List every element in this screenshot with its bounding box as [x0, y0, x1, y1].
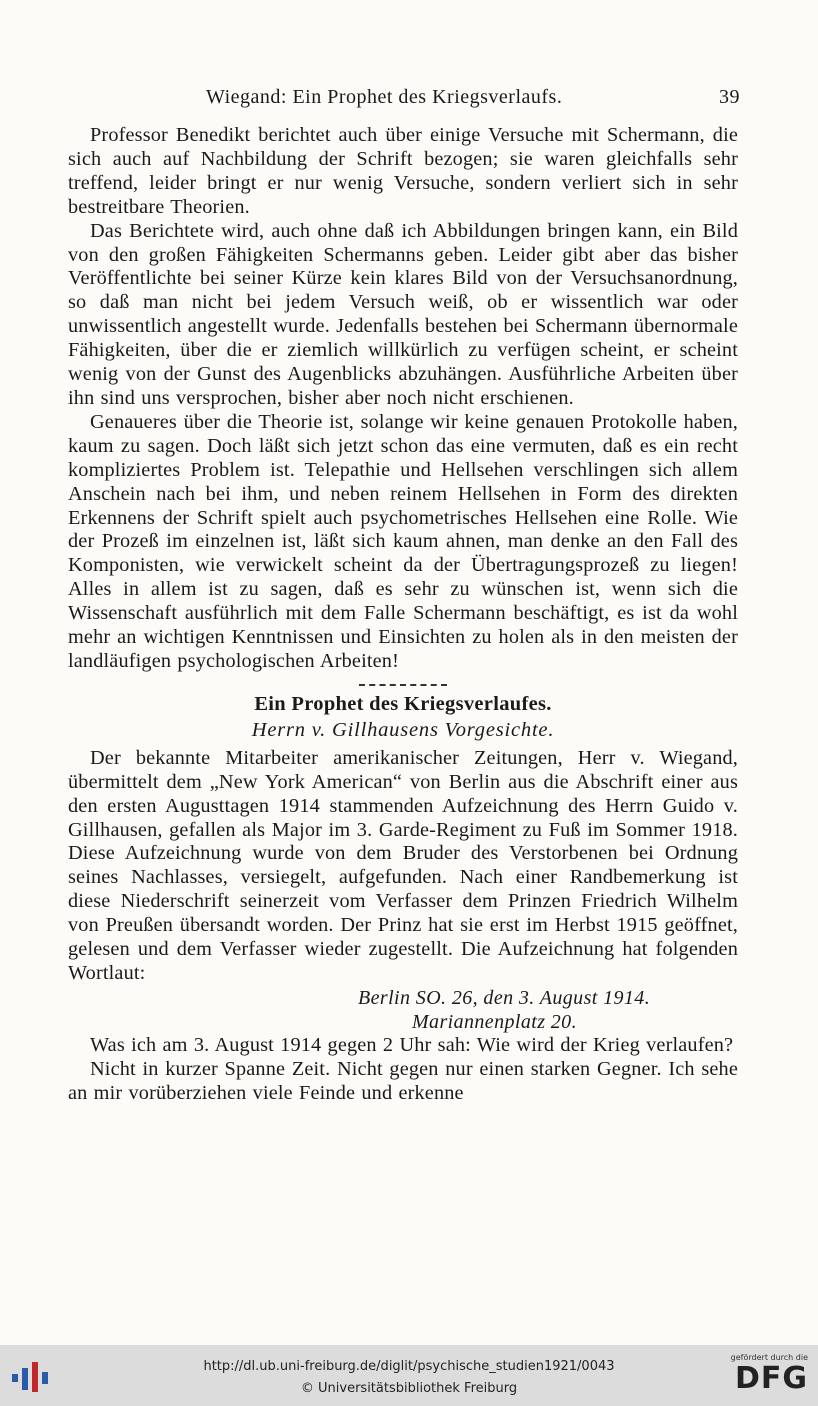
article-heading: Ein Prophet des Kriegsverlaufes.: [254, 692, 552, 715]
article-subheading: Herrn v. Gillhausens Vorgesichte.: [251, 718, 555, 741]
dfg-logo-text: DFG: [734, 1361, 808, 1396]
running-head-title: Wiegand: Ein Prophet des Kriegsverlaufs.: [206, 86, 563, 108]
paragraph: Nicht in kurzer Spanne Zeit. Nicht gegen nur einen starken Gegner. Ich sehe an mir vorüberziehen viele Feinde und erkenne: [68, 1057, 738, 1104]
funding-caption: gefördert durch die: [730, 1353, 808, 1362]
viewer-footer: [0, 1345, 818, 1406]
section-divider: [359, 684, 447, 686]
paragraph: Was ich am 3. August 1914 gegen 2 Uhr sah: Wie wird der Krieg verlaufen?: [90, 1033, 734, 1056]
dateline: Berlin SO. 26, den 3. August 1914.: [358, 986, 651, 1009]
dfg-logo: [720, 1353, 808, 1401]
copyright-notice: © Universitätsbibliothek Freiburg: [300, 1381, 518, 1396]
permalink-url[interactable]: http://dl.ub.uni-freiburg.de/diglit/psychische_studien1921/0043: [203, 1359, 615, 1374]
dateline-address: Mariannenplatz 20.: [412, 1010, 577, 1033]
paragraph: Der bekannte Mitarbeiter amerikanischer Zeitungen, Herr v. Wiegand, übermittelt dem „New York American“ von Berlin aus die Abschrift einer aus den ersten Augusttagen 1914 stammenden Aufzeichnung des Herrn Guido v. Gillhausen, gefallen als Major im 3. Garde-Regiment zu Fuß im Sommer 1918. Diese Aufzeichnung wurde von dem Bruder des Verstorbenen bei Ordnung seines Nachlasses, versiegelt, aufgefunden. Nach einer Randbemerkung ist diese Niederschrift seinerzeit vom Verfasser dem Prinzen Friedrich Wilhelm von Preußen übersandt worden. Der Prinz hat sie erst im Herbst 1915 geöffnet, gelesen und dem Verfasser wieder zugestellt. Die Aufzeichnung hat folgenden Wortlaut:: [68, 746, 738, 984]
paragraph: Das Berichtete wird, auch ohne daß ich Abbildungen bringen kann, ein Bild von den großen Fähigkeiten Schermanns geben. Leider gibt aber das bisher Veröffentlichte bei seiner Kürze kein klares Bild von der Versuchsanordnung, so daß man nicht bei jedem Versuch weiß, ob er wissentlich war oder unwissentlich angestellt wurde. Jedenfalls bestehen bei Schermann übernormale Fähigkeiten, über die er ziemlich willkürlich zu verfügen scheint, er scheint wenig von der Gunst des Augenblicks abzuhängen. Ausführliche Arbeiten über ihn sind uns versprochen, bisher aber noch nicht erschienen.: [68, 219, 738, 409]
body-text: [68, 124, 738, 1106]
running-head: [68, 86, 740, 112]
page-number: 39: [719, 86, 740, 108]
paragraph: Genaueres über die Theorie ist, solange wir keine genauen Protokolle haben, kaum zu sagen. Doch läßt sich jetzt schon das eine vermuten, daß es ein recht kompliziertes Problem ist. Telepathie und Hellsehen verschlingen sich allem Anschein nach bei ihm, und neben reinem Hellsehen in Form des direkten Erkennens der Schrift spielt auch psychometrisches Hellsehen eine Rolle. Wie der Prozeß im einzelnen ist, läßt sich kaum ahnen, man denke an den Fall des Komponisten, wie verwickelt scheint da der Übertragungsprozeß zu liegen! Alles in allem ist zu sagen, daß es sehr zu wünschen ist, wenn sich die Wissenschaft ausführlich mit dem Falle Schermann beschäftigt, es ist da wohl mehr an wichtigen Kenntnissen und Einsichten zu holen als in den meisten der landläufigen psychologischen Arbeiten!: [68, 410, 738, 672]
paragraph: Professor Benedikt berichtet auch über einige Versuche mit Schermann, die sich auch auf Nachbildung der Schrift bezogen; sie waren gleichfalls sehr treffend, leider bringt er nur wenig Versuche, sondern verliert sich in sehr bestreitbare Theorien.: [68, 124, 738, 218]
